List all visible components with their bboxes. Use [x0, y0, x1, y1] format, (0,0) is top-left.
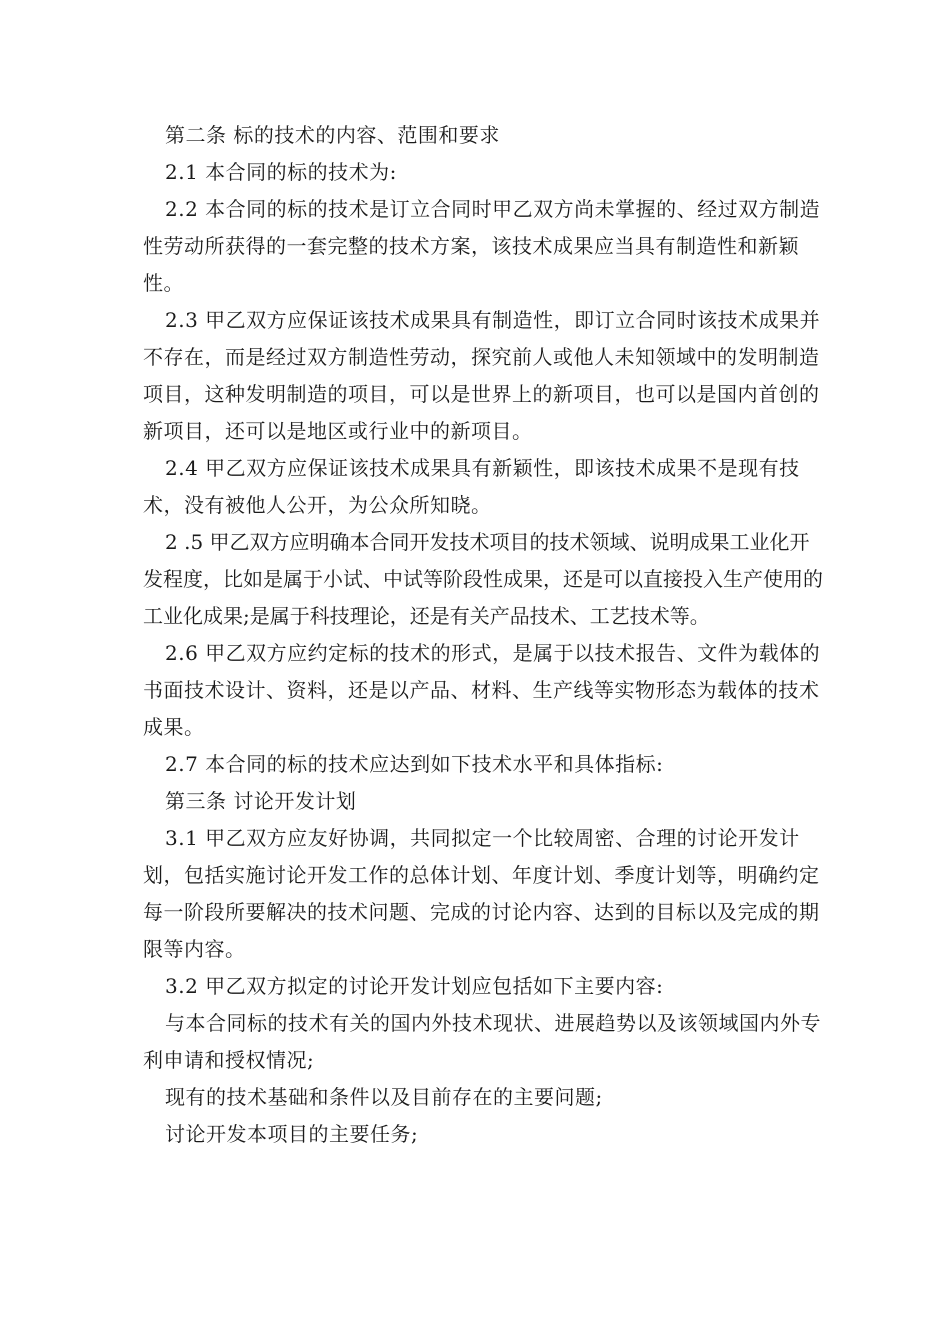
plan-item-tech-status: 与本合同标的技术有关的国内外技术现状、进展趋势以及该领域国内外专利申请和授权情况; [143, 1011, 821, 1072]
clause-2-7: 2.7 本合同的标的技术应达到如下技术水平和具体指标: [165, 752, 664, 776]
clause-2-2: 2.2 本合同的标的技术是订立合同时甲乙双方尚未掌握的、经过双方制造性劳动所获得的一套完整的技术方案，该技术成果应当具有制造性和新颖性。 [143, 197, 821, 295]
plan-item-tech-basis: 现有的技术基础和条件以及目前存在的主要问题; [165, 1085, 603, 1109]
clause-2-1: 2.1 本合同的标的技术为: [165, 160, 397, 184]
section-heading-article-3: 第三条 讨论开发计划 [165, 789, 357, 813]
clause-2-6: 2.6 甲乙双方应约定标的技术的形式，是属于以技术报告、文件为载体的书面技术设计、资料，还是以产品、材料、生产线等实物形态为载体的技术成果。 [143, 641, 821, 739]
clause-2-5: 2 .5 甲乙双方应明确本合同开发技术项目的技术领域、说明成果工业化开发程度，比如是属于小试、中试等阶段性成果，还是可以直接投入生产使用的工业化成果;是属于科技理论，还是有关产品技术、工艺技术等。 [143, 530, 823, 628]
clause-3-2: 3.2 甲乙双方拟定的讨论开发计划应包括如下主要内容: [165, 974, 664, 998]
document-body [143, 117, 823, 1153]
section-heading-article-2: 第二条 标的技术的内容、范围和要求 [165, 123, 500, 147]
clause-2-3: 2.3 甲乙双方应保证该技术成果具有制造性，即订立合同时该技术成果并不存在，而是经过双方制造性劳动，探究前人或他人未知领域中的发明制造项目，这种发明制造的项目，可以是世界上的新项目，也可以是国内首创的新项目，还可以是地区或行业中的新项目。 [143, 308, 821, 443]
clause-3-1: 3.1 甲乙双方应友好协调，共同拟定一个比较周密、合理的讨论开发计划，包括实施讨论开发工作的总体计划、年度计划、季度计划等，明确约定每一阶段所要解决的技术问题、完成的讨论内容、达到的目标以及完成的期限等内容。 [143, 826, 820, 961]
clause-2-4: 2.4 甲乙双方应保证该技术成果具有新颖性，即该技术成果不是现有技术，没有被他人公开，为公众所知晓。 [143, 456, 800, 517]
plan-item-main-tasks: 讨论开发本项目的主要任务; [165, 1122, 419, 1146]
